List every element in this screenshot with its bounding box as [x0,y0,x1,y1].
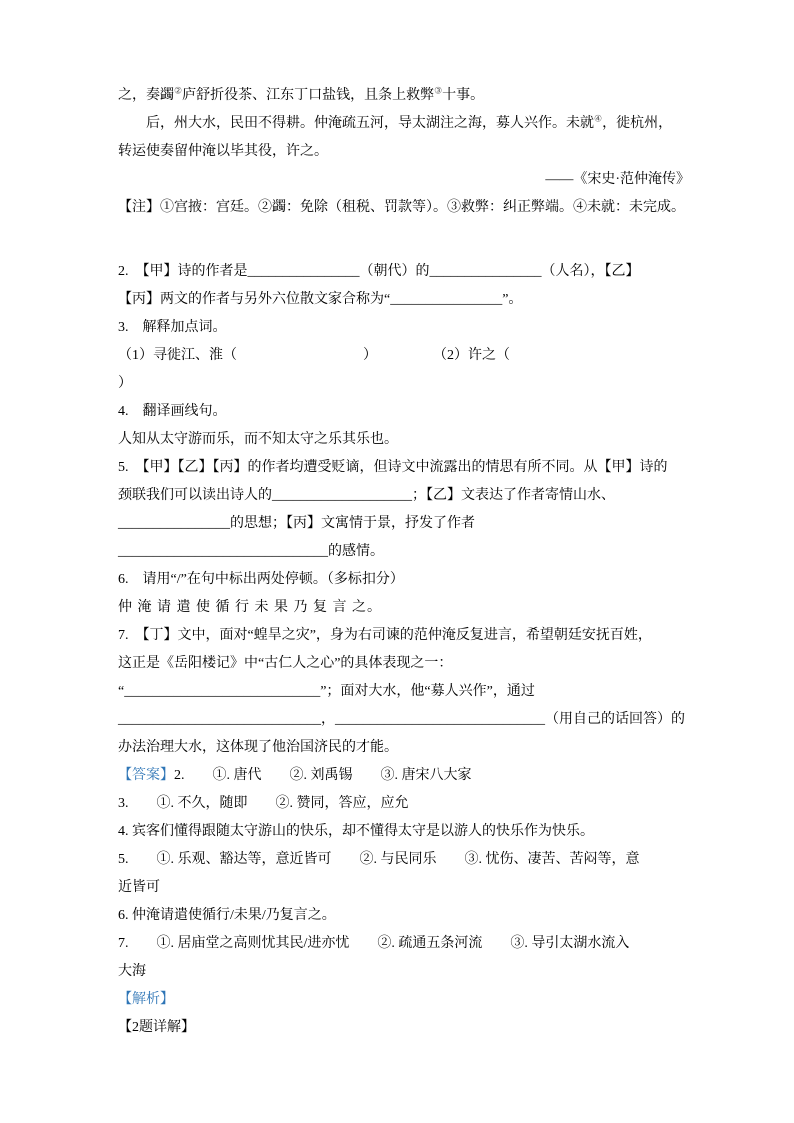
note-ref-4: ④ [594,113,603,124]
question-7-line-1: 7. 【丁】文中，面对“蝗旱之灾”，身为右司谏的范仲淹反复进言，希望朝廷安抚百姓， [118,628,652,643]
answer-2-line [118,762,690,790]
answer-2-text: 2. ①. 唐代 ②. 刘禹锡 ③. 唐宋八大家 [174,768,472,783]
answer-label: 【答案】 [118,768,174,783]
question-3-line-1: 3. 解释加点词。 [118,320,227,335]
question-6-sentence: 仲 淹 请 遣 使 循 行 未 果 乃 复 言 之。 [118,600,382,615]
answer-3-line: 3. ①. 不久，随即 ②. 赞同，答应，应允 [118,796,409,811]
answer-7-line-2: 大海 [118,964,146,979]
passage-text: ，徙杭州， [602,116,673,131]
passage-notes: 【注】①宫掖：宫廷。②蠲：免除（租税、罚款等）。③救弊：纠正弊端。④未就：未完成。 [118,200,685,215]
note-ref-3: ③ [434,85,443,96]
question-5-line-3: ________________的思想；【丙】文寓情于景，抒发了作者 [118,516,475,531]
analysis-label: 【解析】 [118,992,174,1007]
answer-5-line-1: 5. ①. 乐观、豁达等，意近皆可 ②. 与民同乐 ③. 忧伤、凄苦、苦闷等，意 [118,852,640,867]
answer-7-line-1: 7. ①. 居庙堂之高则忧其民/进亦忧 ②. 疏通五条河流 ③. 导引太湖水流入 [118,936,630,951]
answer-5-line-2: 近皆可 [118,880,160,895]
section-gap [118,222,690,258]
question-7-line-4: _____________________________，______________________________（用自己的话回答）的 [118,712,685,727]
passage-line-2 [118,110,690,138]
question-3-line-2: （1）寻徙江、淮（ ） （2）许之（ [118,348,510,363]
question-7-line-5: 办法治理大水，这体现了他治国济民的才能。 [118,740,398,755]
note-ref-2: ② [174,85,183,96]
question-7-line-3: “____________________________”；面对大水，他“募人兴作”，通过 [118,684,535,699]
passage-text: 之，奏蠲 [118,88,174,103]
question-2-line-2: 【丙】两文的作者与另外六位散文家合称为“________________”。 [118,292,523,307]
question-6-line-1: 6. 请用“/”在句中标出两处停顿。（多标扣分） [118,572,404,587]
question-7-line-2: 这正是《岳阳楼记》中“古仁人之心”的具体表现之一： [118,656,453,671]
document-content [118,82,690,1042]
passage-source: ——《宋史·范仲淹传》 [545,172,690,187]
question-5-line-2: 颈联我们可以读出诗人的____________________；【乙】文表达了作者寄情山水、 [118,488,615,503]
question-5-line-1: 5. 【甲】【乙】【丙】的作者均遭受贬谪，但诗文中流露出的情思有所不同。从【甲】诗的 [118,460,668,475]
passage-line-1 [118,82,690,110]
question-2-line-1: 2. 【甲】诗的作者是________________（朝代）的________________（人名），【乙】 [118,264,640,279]
answer-4-line: 4. 宾客们懂得跟随太守游山的快乐，却不懂得太守是以游人的快乐作为快乐。 [118,824,594,839]
analysis-detail-heading: 【2题详解】 [118,1020,195,1035]
question-4-line-1: 4. 翻译画线句。 [118,404,227,419]
passage-text: 后，州大水，民田不得耕。仲淹疏五河，导太湖注之海，募人兴作。未就 [146,116,594,131]
passage-line-3: 转运使奏留仲淹以毕其役，许之。 [118,144,328,159]
question-5-line-4: ______________________________的感情。 [118,544,384,559]
question-3-line-3: ） [118,376,132,391]
passage-text: 庐舒折役茶、江东丁口盐钱，且条上救弊 [182,88,435,103]
passage-text: 十事。 [442,88,485,103]
question-4-line-2: 人知从太守游而乐，而不知太守之乐其乐也。 [118,432,398,447]
answer-6-line: 6. 仲淹请遣使循行/未果/乃复言之。 [118,908,336,923]
